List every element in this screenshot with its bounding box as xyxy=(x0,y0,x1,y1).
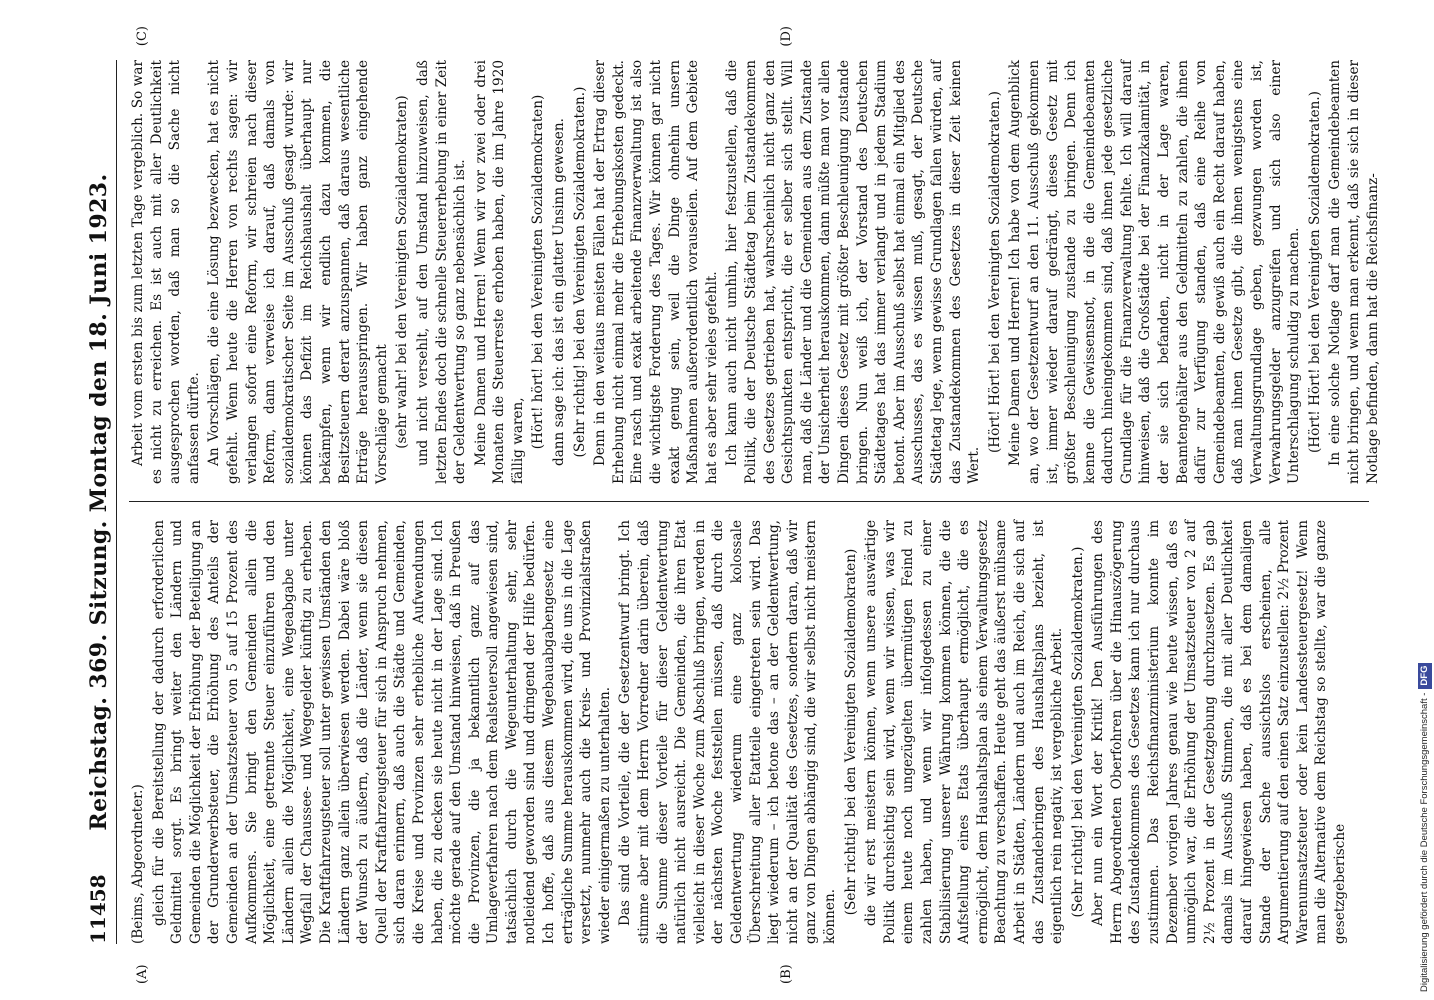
interjection: (Hört! Hört! bei den Vereinigten Sozialdemokraten.) xyxy=(1306,91,1323,454)
interjection: (Hört! hört! bei den Vereinigten Sozialdemokraten) xyxy=(530,94,547,450)
margin-label-a: (A) xyxy=(135,964,150,984)
paragraph: Denn in den weitaus meisten Fällen hat der Ertrag dieser Erhebung nicht einmal mehr die Erhebungskosten gedeckt. Eine rasch und exakt arbeitende Finanzverwaltung ist also die wichtigste Forderung des Tages. Wir können gar nicht exakt genug sein, weil die Dinge ohnehin unsern Maßnahmen außerordentlich vorauseilen. Auf dem Gebiete hat es aber sehr vieles gefehlt. xyxy=(592,60,720,484)
paragraph: Meine Damen und Herren! Wenn wir vor zwei oder drei Monaten die Steuerreste erhoben haben, die im Jahre 1920 fällig waren, xyxy=(472,60,526,484)
running-head xyxy=(80,60,117,944)
side-credit xyxy=(1418,8,1432,992)
margin-label-c: (C) xyxy=(135,26,150,47)
paragraph: und nicht versehlt, auf den Umstand hinzuweisen, daß letzten Endes doch die schnelle Steuererhebung in einer Zeit der Geldentwertung so ganz nebensächlich ist. xyxy=(414,60,469,484)
interjection: (Sehr richtig! bei den Vereinigten Sozialdemokraten) xyxy=(842,548,859,916)
paragraph: die wir erst meistern können, wenn unsere auswärtige Politik durchsichtig sein wird, wenn wir wissen, was wir einem heute noch ungezügelten übermütigen Feind zu zahlen haben, und wenn wir infolgedessen zu einer Stabilisierung unserer Währung kommen können, die die Aufstellung eines Etats überhaupt ermöglicht, die es ermöglicht, dem Haushaltsplan als einem Verwaltungsgesetz Beachtung zu verschaffen. Heute geht das äußerst mühsame Arbeit in Städten, Ländern und auch im Reich, die sich auf das Zustandebringen des Haushaltsplans bezieht, ist eigentlich rein negativ, ist vergebliche Arbeit. xyxy=(863,520,1066,944)
speaker-line: (Beims, Abgeordneter.) xyxy=(130,784,146,944)
page-number: 11458 xyxy=(86,874,110,944)
column-divider xyxy=(129,501,1369,502)
left-column xyxy=(129,520,1369,944)
paragraph: In eine solche Notlage darf man die Gemeindebeamten nicht bringen, und wenn man erkennt, daß sie sich in dieser Notlage befinden, dann hat die Reichsfinanz- xyxy=(1327,60,1381,484)
paragraph: Das sind die Vorteile, die der Gesetzentwurf bringt. Ich stimme aber mit dem Herrn Vorredner darin überein, daß die Summe dieser Vorteile für dieser Geldentwertung natürlich nicht ausreicht. Die Gemeinden, die ihren Etat vielleicht in dieser Woche zum Abschluß bringen, werden in der nächsten Woche feststellen müssen, daß durch die Geldentwertung wiederum eine ganz kolossale Überschreitung aller Etatteile eingetreten sein wird. Das liegt wiederum – ich betone das – an der Geldentwertung, nicht an der Qualität des Gesetzes, sondern daran, daß wir ganz von Dingen abhängig sind, die wir selbst nicht meistern können. xyxy=(617,520,838,944)
paragraph: Ich kann auch nicht umhin, hier festzustellen, daß die Politik, die der Deutsche Städtetag beim Zustandekommen des Gesetzes getrieben hat, wahrscheinlich nicht ganz den Gesichtspunkten entspricht, die er selber sich stellt. Will man, daß die Länder und die Gemeinden aus dem Zustande der Unsicherheit herauskommen, dann müßte man vor allen Dingen dieses Gesetz mit größter Beschleunigung zustande bringen. Nun weiß ich, der Vorstand des Deutschen Städtetages hat das immer verlangt und in jedem Stadium betont. Aber im Ausschuß selbst hat einmal ein Mitglied des Ausschusses, das es wissen muß, gesagt, der Deutsche Städtetag lege, wenn gewisse Grundlagen fallen würden, auf das Zustandekommen des Gesetzes in dieser Zeit keinen Wert. xyxy=(724,60,983,484)
rotated-page xyxy=(70,26,1410,990)
text-columns xyxy=(129,26,1381,984)
paragraph: Arbeit vom ersten bis zum letzten Tage vergeblich. So war es nicht zu erreichen. Es ist auch mit aller Deutlichkeit ausgesprochen worden, daß man so die Sache nicht anfassen dürfte. xyxy=(130,60,202,484)
paragraph: Meine Damen und Herren! Ich habe von dem Augenblick an, wo der Gesetzentwurf an den 11. Ausschuß gekommen ist, immer wieder darauf gedrängt, dieses Gesetz mit größter Beschleunigung zustande zu bringen. Denn ich kenne die Gewissensnot, in die die Gemeindebeamten dadurch hineingekommen sind, daß ihnen jede gesetzliche Grundlage für die Finanzverwaltung fehlte. Ich will darauf hinweisen, daß die Großstädte bei der Finanzkalamität, in der sie sich befanden, nicht in der Lage waren, Beamtengehälter aus den Geldmitteln zu zahlen, die ihnen dafür zur Verfügung standen, daß eine Reihe von Gemeindebeamten, die gewiß auch ein Recht darauf haben, daß man ihnen Gesetze gibt, die ihnen wenigstens eine Verwaltungsgrundlage geben, gezwungen worden ist, Verwahrungsgelder anzugreifen und sich also einer Unterschlagung schuldig zu machen. xyxy=(1007,60,1303,484)
right-column xyxy=(129,60,1381,484)
paragraph: gleich für die Bereitstellung der dadurch erforderlichen Geldmittel sorgt. Es bringt weiter den Ländern und Gemeinden die Möglichkeit der Erhöhung der Beteiligung an der Grunderwerbsteuer, die Erhöhung des Anteils der Gemeinden an der Umsatzsteuer von 5 auf 15 Prozent des Aufkommens. Sie bringt den Gemeinden allein die Möglichkeit, eine getrennte Steuer einzuführen und den Ländern allein die Möglichkeit, eine Wegeabgabe unter Wegfall der Chaussee- und Wegegelder künftig zu erheben. Die Kraftfahrzeugsteuer soll unter gewissen Umständen den Ländern ganz allein überwiesen werden. Dabei wäre bloß der Wunsch zu äußern, daß die Länder, wenn sie diesen Quell der Kraftfahrzeugsteuer für sich in Anspruch nehmen, sich daran erinnern, daß auch die Städte und Gemeinden, die Kreise und Provinzen sehr erhebliche Aufwendungen haben, die zu decken sie heute nicht in der Lage sind. Ich möchte gerade auf den Umstand hinweisen, daß in Preußen die Provinzen, die ja bekanntlich ganz auf das Umlageverfahren nach dem Realsteuersoll angewiesen sind, tatsächlich durch die Wegeunterhaltung sehr, sehr notleidend geworden sind und dringend der Hilfe bedürfen. Ich hoffe, daß aus diesem Wegebauabgabengesetz eine erträgliche Summe herauskommen wird, die uns in die Lage versetzt, nunmehr auch die Kreis- und Provinzialstraßen wieder einigermaßen zu unterhalten. xyxy=(150,520,613,944)
credit-line xyxy=(1418,8,1432,992)
header-title: Reichstag. 369. Sitzung. Montag den 18. Juni 1923. xyxy=(86,173,112,831)
credit-text: Digitalisierung gefördert durch die Deutsche Forschungsgemeinschaft - xyxy=(1419,692,1430,992)
margin-label-b: (B) xyxy=(779,964,794,984)
interjection: (sehr wahr! bei den Vereinigten Sozialdemokraten) xyxy=(394,95,411,449)
interjection: (Sehr richtig! bei den Vereinigten Sozialdemokraten.) xyxy=(571,86,588,458)
margin-label-d: (D) xyxy=(779,26,794,47)
paragraph: dann sage ich: das ist ein glatter Unsinn gewesen. xyxy=(551,118,568,466)
dfg-logo: DFG xyxy=(1418,663,1432,689)
interjection: (Sehr richtig! bei den Vereinigten Sozialdemokraten.) xyxy=(1069,546,1086,918)
paragraph: An Vorschlägen, die eine Lösung bezwecken, hat es nicht gefehlt. Wenn heute die Herren von rechts sagen: wir verlangen sofort eine Reform, wir schreien nach dieser Reform, dann verweise ich darauf, daß damals von sozialdemokratischer Seite im Ausschuß gesagt wurde: wir können das Defizit im Reichshaushalt überhaupt nur bekämpfen, wenn wir endlich dazu kommen, die Besitzsteuern derart anzuspannen, daß daraus wesentliche Erträge herausspringen. Wir haben ganz eingehende Vorschläge gemacht xyxy=(206,60,390,484)
paragraph: Aber nun ein Wort der Kritik! Den Ausführungen des Herrn Abgeordneten Oberfohren über die Hinauszögerung des Zustandekommens des Gesetzes kann ich nur durchaus zustimmen. Das Reichsfinanzministerium konnte im Dezember vorigen Jahres genau wie heute wissen, daß es unmöglich war, die Erhöhung der Umsatzsteuer von 2 auf 2½ Prozent in der Gesetzgebung durchzusetzen. Es gab damals im Ausschuß Stimmen, die mit aller Deutlichkeit darauf hingewiesen haben, daß es bei dem damaligen Stande der Sache aussichtslos erscheinen, alle Argumentierung auf den einen Satz einzustellen: 2½ Prozent Warenumsatzsteuer oder kein Landessteuergesetz! Wenn man die Alternative dem Reichstag so stellte, war die ganze gesetzgeberische xyxy=(1090,520,1348,944)
interjection: (Hört! Hört! bei den Vereinigten Sozialdemokraten.) xyxy=(986,91,1003,454)
